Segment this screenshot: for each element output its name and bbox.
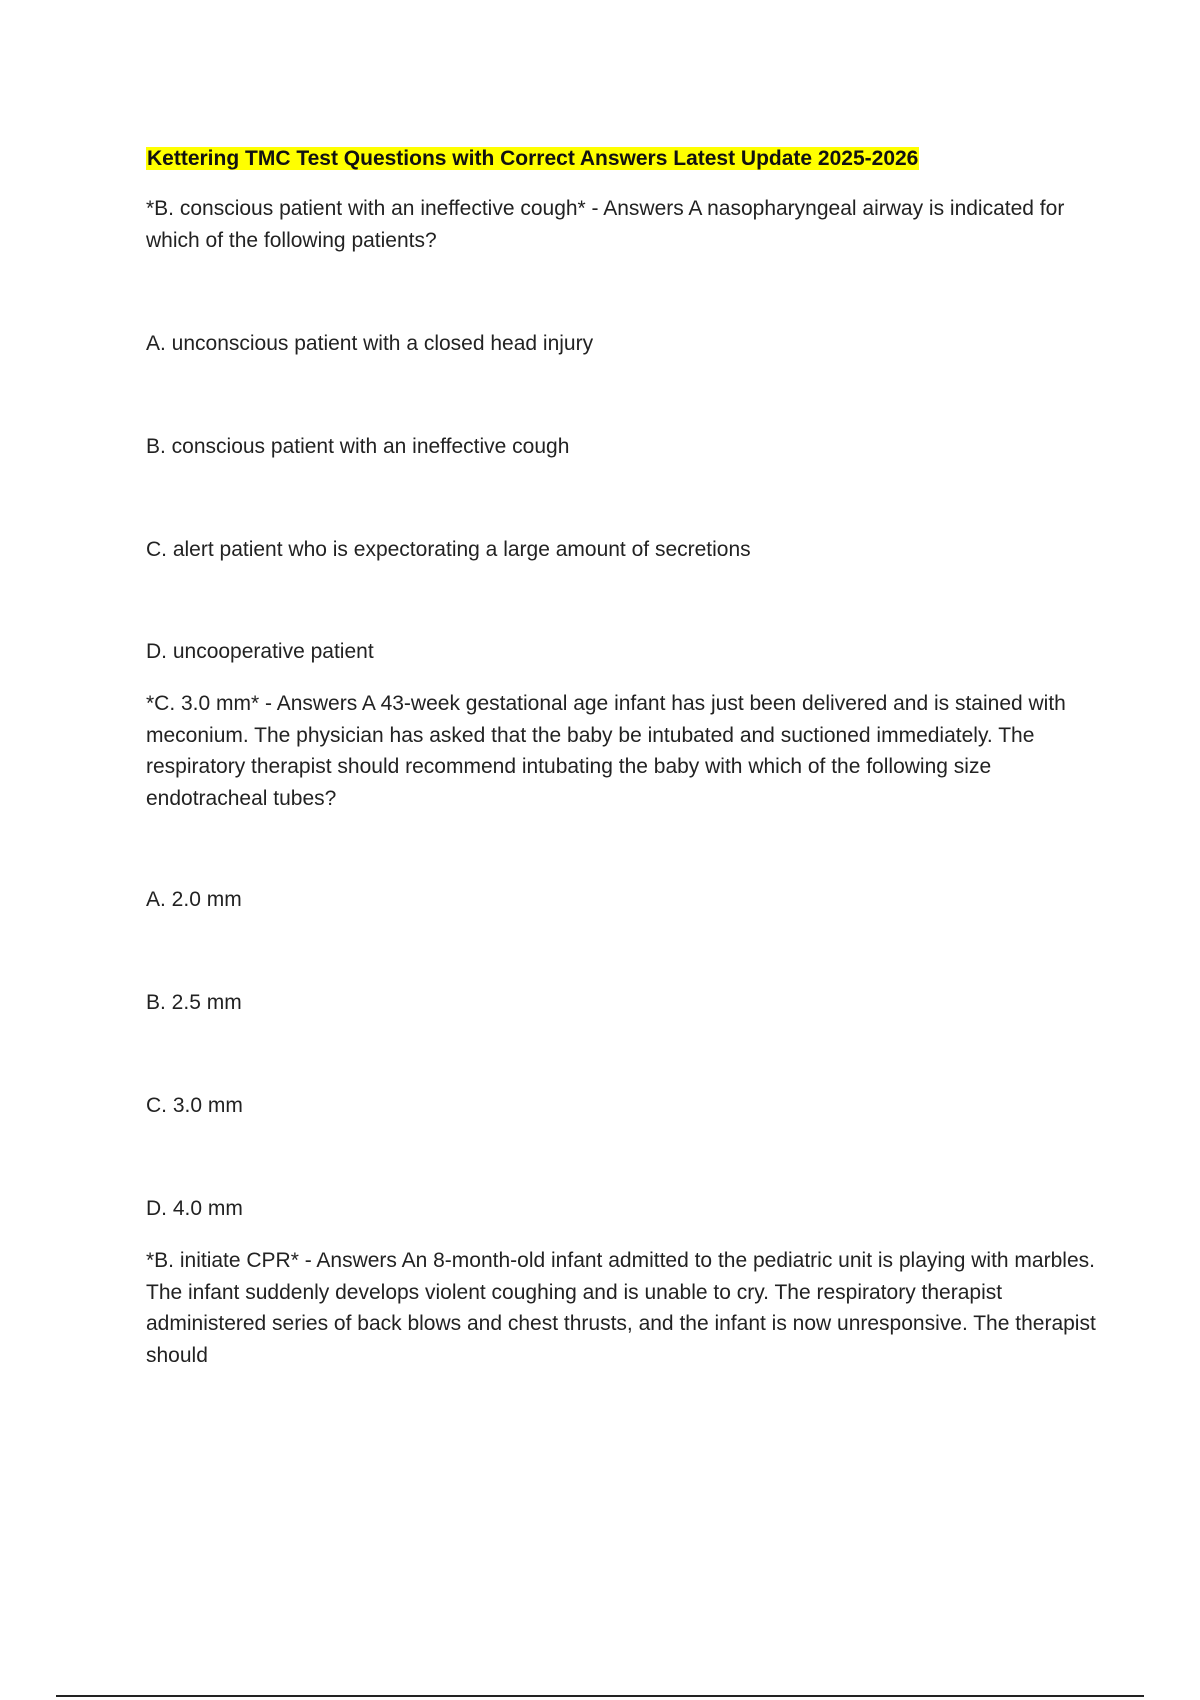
question-2-option-c: C. 3.0 mm	[146, 1094, 243, 1117]
question-2-option-d: D. 4.0 mm	[146, 1197, 243, 1220]
question-3-stem: *B. initiate CPR* - Answers An 8-month-old infant admitted to the pediatric unit is playing with marbles. The infant suddenly develops violent coughing and is unable to cry. The respiratory therapist administered series of back blows and chest thrusts, and the infant is now unresponsive. The therapist should	[146, 1249, 1096, 1367]
question-1-option-b: B. conscious patient with an ineffective cough	[146, 435, 570, 458]
question-1-stem: *B. conscious patient with an ineffective cough* - Answers A nasopharyngeal airway is indicated for which of the following patients?	[146, 197, 1065, 252]
footer-divider	[56, 1695, 1144, 1697]
question-2-option-a: A. 2.0 mm	[146, 888, 242, 911]
question-1-option-a: A. unconscious patient with a closed head injury	[146, 332, 594, 355]
question-2-option-b: B. 2.5 mm	[146, 991, 242, 1014]
document-title	[146, 145, 919, 173]
question-2-stem: *C. 3.0 mm* - Answers A 43-week gestational age infant has just been delivered and is stained with meconium. The physician has asked that the baby be intubated and suctioned immediately. The respiratory therapist should recommend intubating the baby with which of the following size endotracheal tubes?	[146, 692, 1066, 810]
document-title-text: Kettering TMC Test Questions with Correct Answers Latest Update 2025-2026	[147, 147, 919, 170]
question-1-option-d: D. uncooperative patient	[146, 640, 374, 663]
question-1-option-c: C. alert patient who is expectorating a large amount of secretions	[146, 538, 751, 561]
